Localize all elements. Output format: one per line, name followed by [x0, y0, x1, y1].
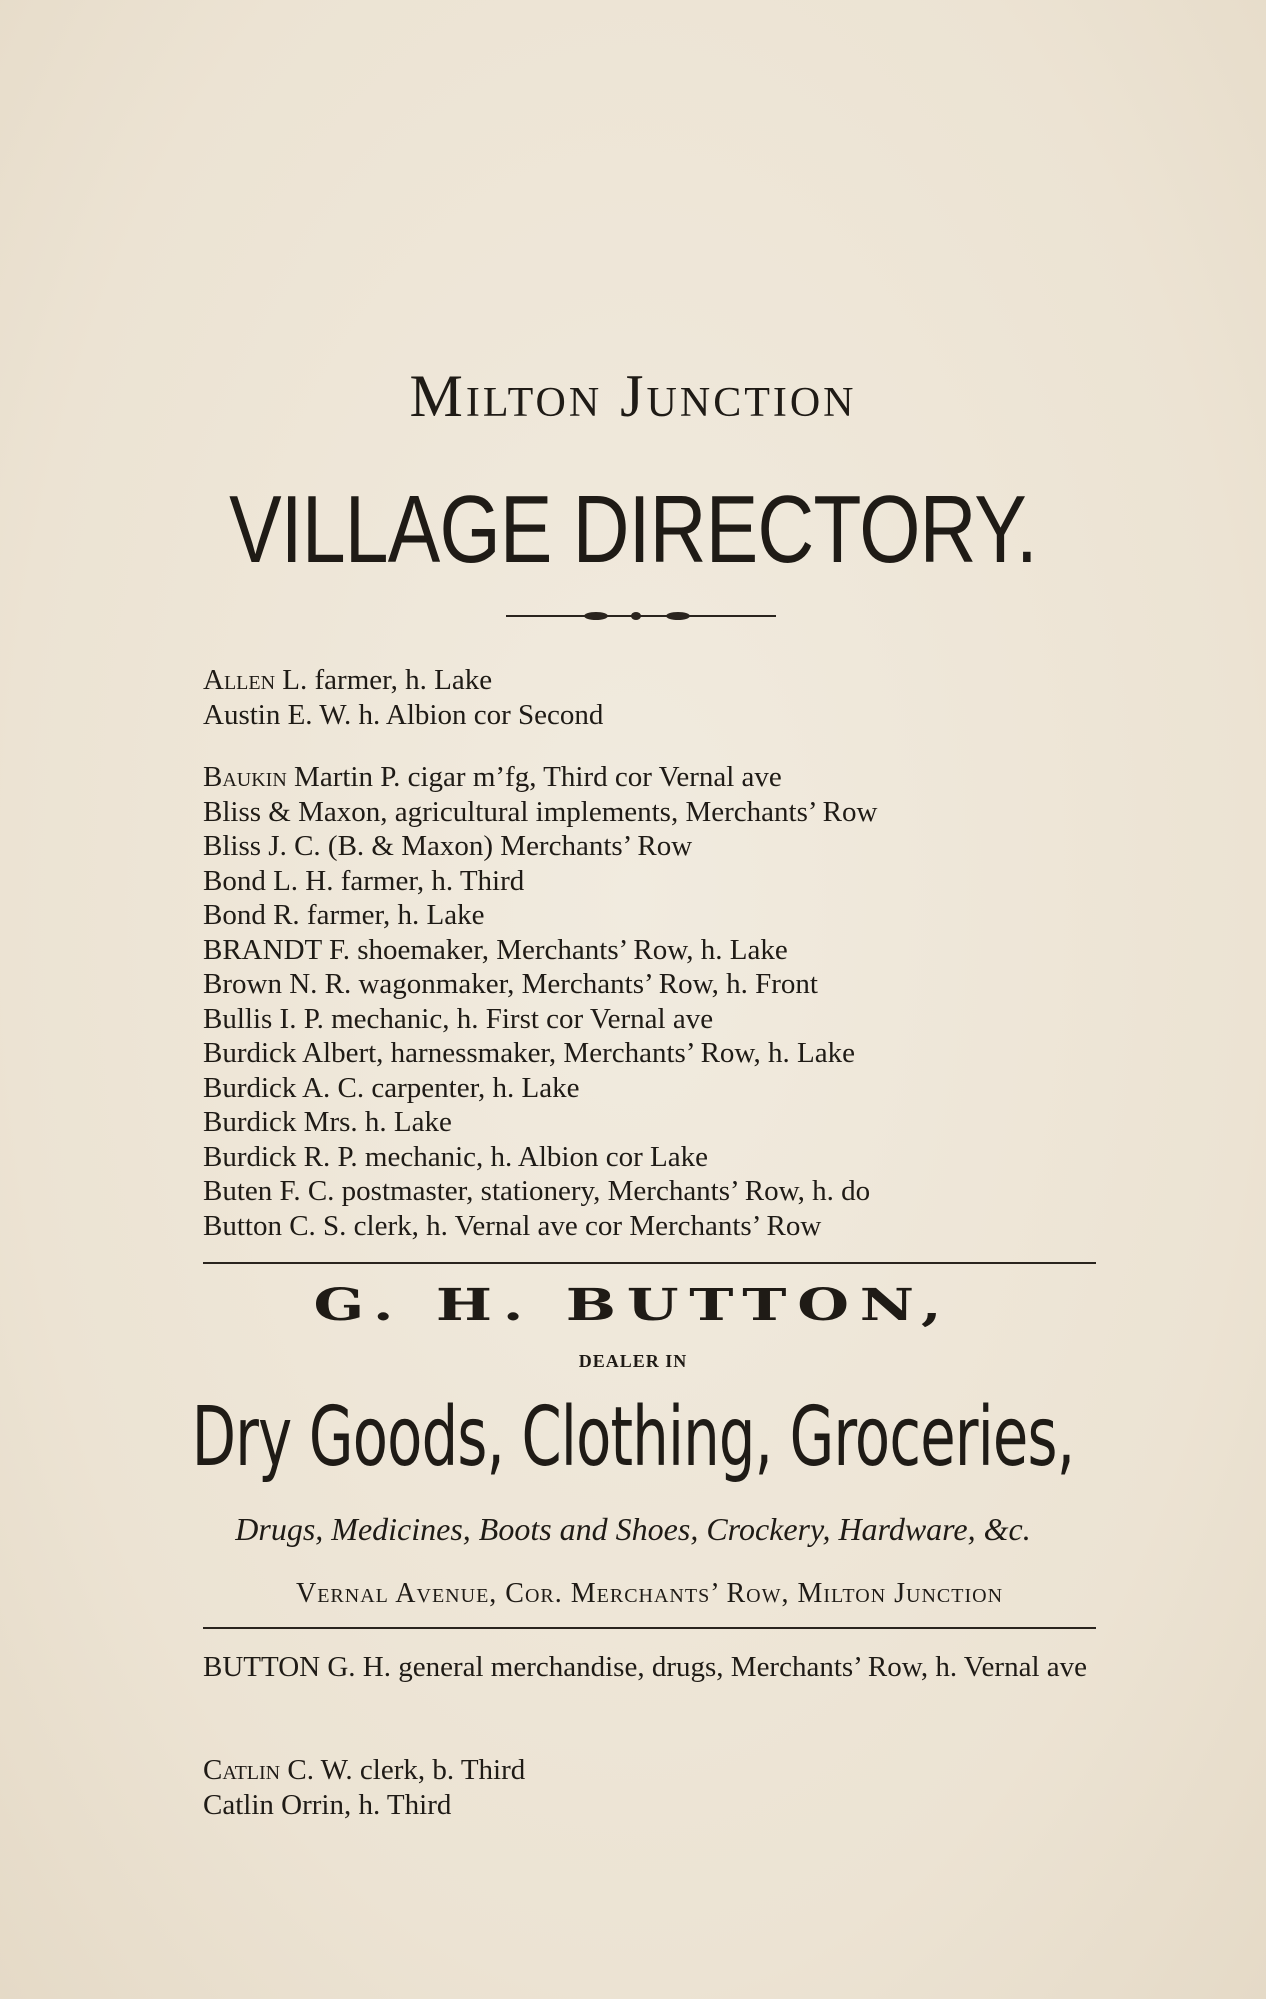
directory-entry: Burdick Albert, harnessmaker, Merchants’ Row, h. Lake	[203, 1037, 855, 1069]
entries-section-b	[203, 760, 1103, 1243]
entries-section-d	[203, 1753, 1103, 1822]
directory-entry: Bullis I. P. mechanic, h. First cor Vernal ave	[203, 1002, 714, 1035]
directory-entry: Button C. S. clerk, h. Vernal ave cor Merchants’ Row	[203, 1209, 822, 1242]
ornament-divider	[506, 605, 776, 627]
advertisement-top-rule	[203, 1262, 1096, 1264]
directory-entry: Baukin Martin P. cigar m’fg, Third cor Vernal ave	[203, 761, 782, 793]
advertisement-sundries: Drugs, Medicines, Boots and Shoes, Crockery, Hardware, &c.	[235, 1511, 1031, 1547]
directory-entry: Bond L. H. farmer, h. Third	[203, 864, 525, 897]
entries-section-a	[203, 663, 1103, 732]
directory-entry: Catlin C. W. clerk, b. Third	[203, 1754, 526, 1786]
advertisement-bottom-rule	[203, 1627, 1096, 1629]
advertisement-name: G. H. BUTTON,	[313, 1280, 953, 1331]
page-subtitle: Milton Junction	[409, 363, 857, 429]
directory-entry: Bliss J. C. (B. & Maxon) Merchants’ Row	[203, 830, 693, 862]
directory-entry: Allen L. farmer, h. Lake	[203, 664, 493, 696]
directory-entry: Bond R. farmer, h. Lake	[203, 899, 485, 931]
advertisement-address: Vernal Avenue, Cor. Merchants’ Row, Milton Junction	[295, 1578, 1004, 1609]
directory-entry: BRANDT F. shoemaker, Merchants’ Row, h. Lake	[203, 933, 788, 966]
directory-entry: Catlin Orrin, h. Third	[203, 1788, 452, 1821]
directory-entry: Burdick Mrs. h. Lake	[203, 1106, 452, 1138]
page-title: VILLAGE DIRECTORY.	[229, 476, 1037, 583]
advertisement-goods: Dry Goods, Clothing, Groceries,	[191, 1390, 1075, 1485]
directory-entry: BUTTON G. H. general merchandise, drugs, Merchants’ Row, h. Vernal ave	[203, 1651, 1087, 1683]
directory-entry: Burdick R. P. mechanic, h. Albion cor Lake	[203, 1140, 708, 1173]
advertisement-dealer-label: DEALER IN	[578, 1351, 688, 1371]
directory-entry: Bliss & Maxon, agricultural implements, Merchants’ Row	[203, 795, 878, 828]
directory-entry: Buten F. C. postmaster, stationery, Merchants’ Row, h. do	[203, 1175, 871, 1207]
directory-entry: Brown N. R. wagonmaker, Merchants’ Row, h. Front	[203, 968, 818, 1000]
directory-entry: Burdick A. C. carpenter, h. Lake	[203, 1071, 580, 1104]
directory-entry: Austin E. W. h. Albion cor Second	[203, 698, 604, 731]
entries-section-c	[203, 1650, 1103, 1685]
